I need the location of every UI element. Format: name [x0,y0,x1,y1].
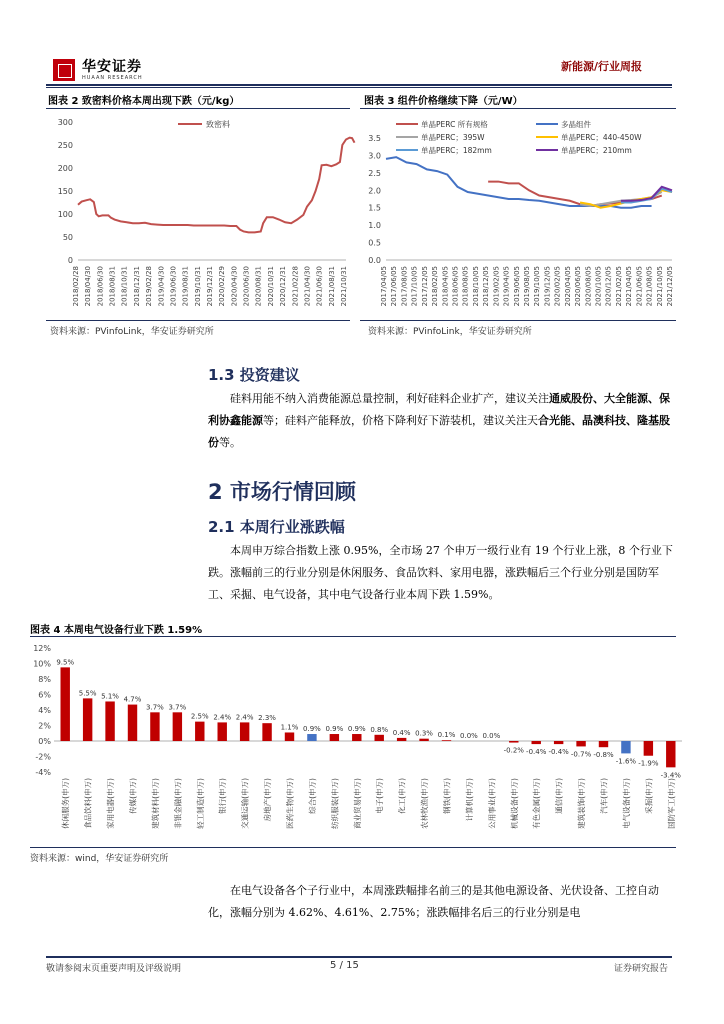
fig2-chart [46,110,350,320]
legend-label: 单晶PERC；182mm [421,146,492,155]
x-tick-label: 2018/06/30 [96,266,105,307]
x-tick-label: 2019/10/31 [193,266,202,307]
y-tick-label: 0 [67,256,73,265]
category-label: 钢铁(申万) [442,778,452,814]
data-label: 3.7% [168,703,187,712]
data-label: 0.9% [325,725,344,734]
category-label: 食品饮料(申万) [83,778,93,829]
category-label: 银行(申万) [218,778,228,814]
y-tick-label: 100 [57,210,73,219]
category-label: 传媒(申万) [128,778,138,814]
brand-logo-icon [53,59,75,81]
y-tick-label: -4% [35,768,51,777]
x-tick-label: 2020/08/05 [584,266,593,307]
y-tick-label: 0% [38,737,51,746]
x-tick-label: 2021/02/28 [291,266,300,307]
data-label: 0.0% [482,732,501,740]
y-tick-label: 12% [33,644,51,653]
x-tick-label: 2019/10/05 [533,266,542,307]
data-label: 1.1% [280,723,299,732]
category-label: 交通运输(申万) [240,778,250,829]
bar [644,741,653,756]
x-tick-label: 2018/08/31 [108,266,117,307]
category-label: 非银金融(申万) [173,778,183,829]
fig3-rule-bottom [360,320,676,321]
x-tick-label: 2018/06/05 [451,266,460,307]
data-label: 4.7% [123,695,142,704]
category-label: 汽车(申万) [599,778,609,814]
y-tick-label: 8% [38,675,51,684]
y-tick-label: 50 [62,233,73,242]
bar [666,741,675,767]
x-tick-label: 2020/04/05 [563,266,572,307]
x-tick-label: 2019/12/05 [543,266,552,307]
x-tick-label: 2020/08/31 [254,266,263,307]
x-tick-label: 2019/08/31 [181,266,190,307]
y-tick-label: 200 [57,164,73,173]
y-tick-label: 4% [38,706,51,715]
bar [83,698,92,741]
fig4-rule [30,636,676,637]
y-tick-label: 6% [38,690,51,700]
x-tick-label: 2019/12/31 [206,266,214,307]
fig4-rule-bottom [30,847,676,848]
legend-label: 单晶PERC；395W [421,133,485,142]
bar [509,741,518,743]
data-label: 0.9% [347,725,366,734]
x-tick-label: 2019/04/30 [157,266,166,307]
advice-text: 硅料用能不纳入消费能源总量控制，利好硅料企业扩产，建议关注 [230,392,549,405]
category-label: 轻工制造(申万) [195,778,205,829]
bar [285,732,294,741]
category-label: 家用电器(申万) [106,778,116,829]
fig2-source: 资料来源：PVinfoLink，华安证券研究所 [50,327,214,337]
x-tick-label: 2021/04/30 [303,266,312,307]
y-tick-label: 10% [33,659,51,669]
y-tick-label: 300 [57,118,73,127]
y-tick-label: 3.0 [368,151,381,161]
category-label: 休闲服务(申万) [61,778,71,829]
bar [599,741,608,747]
fig2-rule-bottom [46,320,350,321]
y-tick-label: 3.5 [368,134,381,143]
category-label: 化工(申万) [397,778,407,814]
category-label: 国防军工(申万) [666,778,676,829]
x-tick-label: 2017/08/05 [400,266,409,307]
fig3-chart [360,110,676,320]
data-label: -1.6% [615,757,637,766]
category-label: 机械设备(申万) [509,778,519,829]
category-label: 医药生物(申万) [285,778,295,829]
data-label: -0.4% [526,748,547,757]
data-label: 0.1% [437,731,456,740]
section-2-1-heading: 2.1 本周行业涨跌幅 [208,518,345,536]
recommended-stocks: 合光能、晶澳科技、隆基股份 [208,414,670,449]
data-label: 9.5% [56,658,75,667]
market-review-paragraph: 本周申万综合指数上涨 0.95%，全市场 27 个申万一级行业有 19 个行业上涨，8 个行业下跌。涨幅前三的行业分别是休闲服务、食品饮料、家用电器，涨跌幅后三个行业分别是国防军工、采掘、电气设备，其中电气设备行业本周下跌 1.59%。 [208,544,673,601]
x-tick-label: 2021/10/31 [340,266,348,307]
x-tick-label: 2018/10/05 [471,266,480,307]
x-tick-label: 2017/06/05 [390,266,399,307]
x-tick-label: 2021/08/05 [645,266,654,307]
x-tick-label: 2021/04/05 [625,266,634,307]
data-label: 2.5% [190,712,209,721]
data-label: 0.8% [370,725,389,734]
bar [397,738,406,741]
bar [173,712,182,741]
legend-label: 单晶PERC；210mm [561,146,632,155]
brand-name: 华安证券 [82,59,142,75]
header-rule [46,84,672,86]
x-tick-label: 2017/10/05 [410,266,419,307]
bar [352,734,361,741]
bar [442,740,451,741]
recommended-stocks: 通威股份、大全能源、保利协鑫能源 [208,392,670,427]
x-tick-label: 2020/12/31 [279,266,288,307]
data-label: 0.4% [392,728,411,737]
category-label: 有色金属(申万) [532,778,542,829]
page-number: 5 / 15 [330,960,359,971]
sub-industry-paragraph: 在电气设备各个子行业中，本周涨跌幅排名前三的是其他电源设备、光伏设备、工控自动化，涨幅分别为 4.62%、4.61%、2.75%；涨跌幅排名后三的行业分别是电 [208,884,659,919]
bar [532,741,541,744]
fig3-title: 图表 3 组件价格继续下降（元/W） [364,96,523,107]
bar [240,722,249,741]
data-label: 0.3% [415,729,433,738]
legend-label: 单晶PERC；440-450W [561,133,642,142]
footer-disclaimer: 敬请参阅末页重要声明及评级说明 [46,964,182,974]
legend-label: 单晶PERC 所有规格 [421,120,488,129]
category-label: 房地产(申万) [263,778,273,822]
category-label: 电子(申万) [375,778,385,814]
category-label: 建筑材料(申万) [150,778,160,829]
category-label: 农林牧渔(申万) [420,778,430,829]
bar [375,735,384,741]
x-tick-label: 2020/02/29 [218,266,227,307]
y-tick-label: -2% [35,752,51,762]
y-tick-label: 1.5 [368,203,381,213]
section-1-3-heading: 1.3 投资建议 [208,366,300,384]
data-label: 5.1% [101,692,119,701]
data-label: 0.0% [460,732,478,740]
fig2-title: 图表 2 致密料价格本周出现下跌（元/kg） [48,96,240,107]
data-label: -0.4% [548,748,569,757]
section-2-heading: 2 市场行情回顾 [208,480,356,504]
x-tick-label: 2021/08/31 [327,266,336,307]
y-tick-label: 250 [57,141,73,150]
x-tick-label: 2018/12/31 [132,266,141,307]
bar [419,739,428,741]
bar [195,722,204,741]
x-tick-label: 2020/10/05 [594,266,603,307]
x-tick-label: 2018/02/28 [72,266,80,307]
legend-label: 致密料 [206,120,230,129]
investment-advice-paragraph [208,388,676,454]
bar [61,667,70,741]
bar [105,701,114,741]
x-tick-label: 2019/02/05 [492,266,501,307]
brand-name-en: HUAAN RESEARCH [82,75,143,81]
fig4-chart [30,640,690,845]
x-tick-label: 2021/06/30 [315,266,324,307]
category-label: 综合(申万) [307,778,317,814]
data-label: -0.7% [570,750,592,759]
x-tick-label: 2018/12/05 [482,266,491,307]
bar [576,741,585,746]
x-tick-label: 2020/06/30 [242,266,251,307]
x-tick-label: 2021/02/05 [614,266,623,307]
header-rule-thin [46,87,672,88]
data-label: 0.9% [303,725,321,734]
advice-text: 等。 [219,436,241,449]
x-tick-label: 2020/06/05 [574,266,583,307]
data-label: 3.7% [146,703,164,712]
category-label: 电气设备(申万) [621,778,631,829]
x-tick-label: 2020/12/05 [604,266,613,307]
bar [330,734,339,741]
advice-text: 等；硅料产能释放，价格下降利好下游装机，建议关注天 [263,414,538,427]
fig3-rule [360,108,676,109]
x-tick-label: 2019/08/05 [523,266,531,307]
category-label: 计算机(申万) [464,778,474,822]
data-label: 5.5% [78,689,97,698]
fig3-source: 资料来源：PVinfoLink，华安证券研究所 [368,327,532,337]
bar [554,741,563,744]
x-tick-label: 2019/02/28 [145,266,154,307]
y-tick-label: 2.5 [368,168,381,178]
legend-label: 多晶组件 [561,120,591,129]
category-label: 商业贸易(申万) [352,778,362,829]
x-tick-label: 2018/08/05 [461,266,470,307]
y-tick-label: 1.0 [368,221,381,231]
x-tick-label: 2018/10/31 [120,266,129,307]
bar [307,734,316,741]
y-tick-label: 0.5 [368,238,381,248]
x-tick-label: 2020/02/05 [553,266,562,307]
footer-report-label: 证券研究报告 [613,964,668,974]
x-tick-label: 2019/06/30 [169,266,178,307]
category-label: 建筑装饰(申万) [577,778,587,829]
bar [128,705,137,741]
footer-rule [46,956,672,958]
category-label: 公用事业(申万) [487,778,497,829]
x-tick-label: 2020/10/31 [266,266,275,307]
fig2-rule [46,108,350,109]
fig4-title: 图表 4 本周电气设备行业下跌 1.59% [30,625,203,636]
x-tick-label: 2017/12/05 [420,266,429,307]
x-tick-label: 2018/04/30 [84,266,93,307]
x-tick-label: 2020/04/30 [230,266,239,307]
x-tick-label: 2021/06/05 [635,266,644,307]
data-label: 2.3% [258,714,276,723]
x-tick-label: 2019/06/05 [512,266,521,307]
bar [150,712,159,741]
category-label: 纺织服装(申万) [330,778,340,829]
x-tick-label: 2019/04/05 [502,266,511,307]
bar [218,722,227,741]
y-tick-label: 2.0 [368,186,381,196]
series-line-polysilicon [78,138,355,233]
x-tick-label: 2018/04/05 [441,266,450,307]
y-tick-label: 2% [38,721,51,731]
data-label: -0.8% [593,751,614,760]
data-label: 2.4% [235,713,254,722]
data-label: -3.4% [660,771,681,780]
data-label: -1.9% [638,759,659,768]
x-tick-label: 2017/04/05 [380,266,388,307]
fig4-source: 资料来源：wind，华安证券研究所 [30,854,169,864]
category-label: 通信(申万) [554,778,564,814]
report-type: 新能源/行业周报 [560,60,642,73]
y-tick-label: 0.0 [368,256,381,265]
data-label: -0.2% [503,746,524,755]
category-label: 采掘(申万) [644,778,654,814]
bar [621,741,630,753]
x-tick-label: 2021/10/05 [655,266,664,307]
y-tick-label: 150 [57,187,73,196]
x-tick-label: 2021/12/05 [666,266,674,307]
x-tick-label: 2018/02/05 [431,266,440,307]
data-label: 2.4% [213,713,232,722]
bar [262,723,271,741]
